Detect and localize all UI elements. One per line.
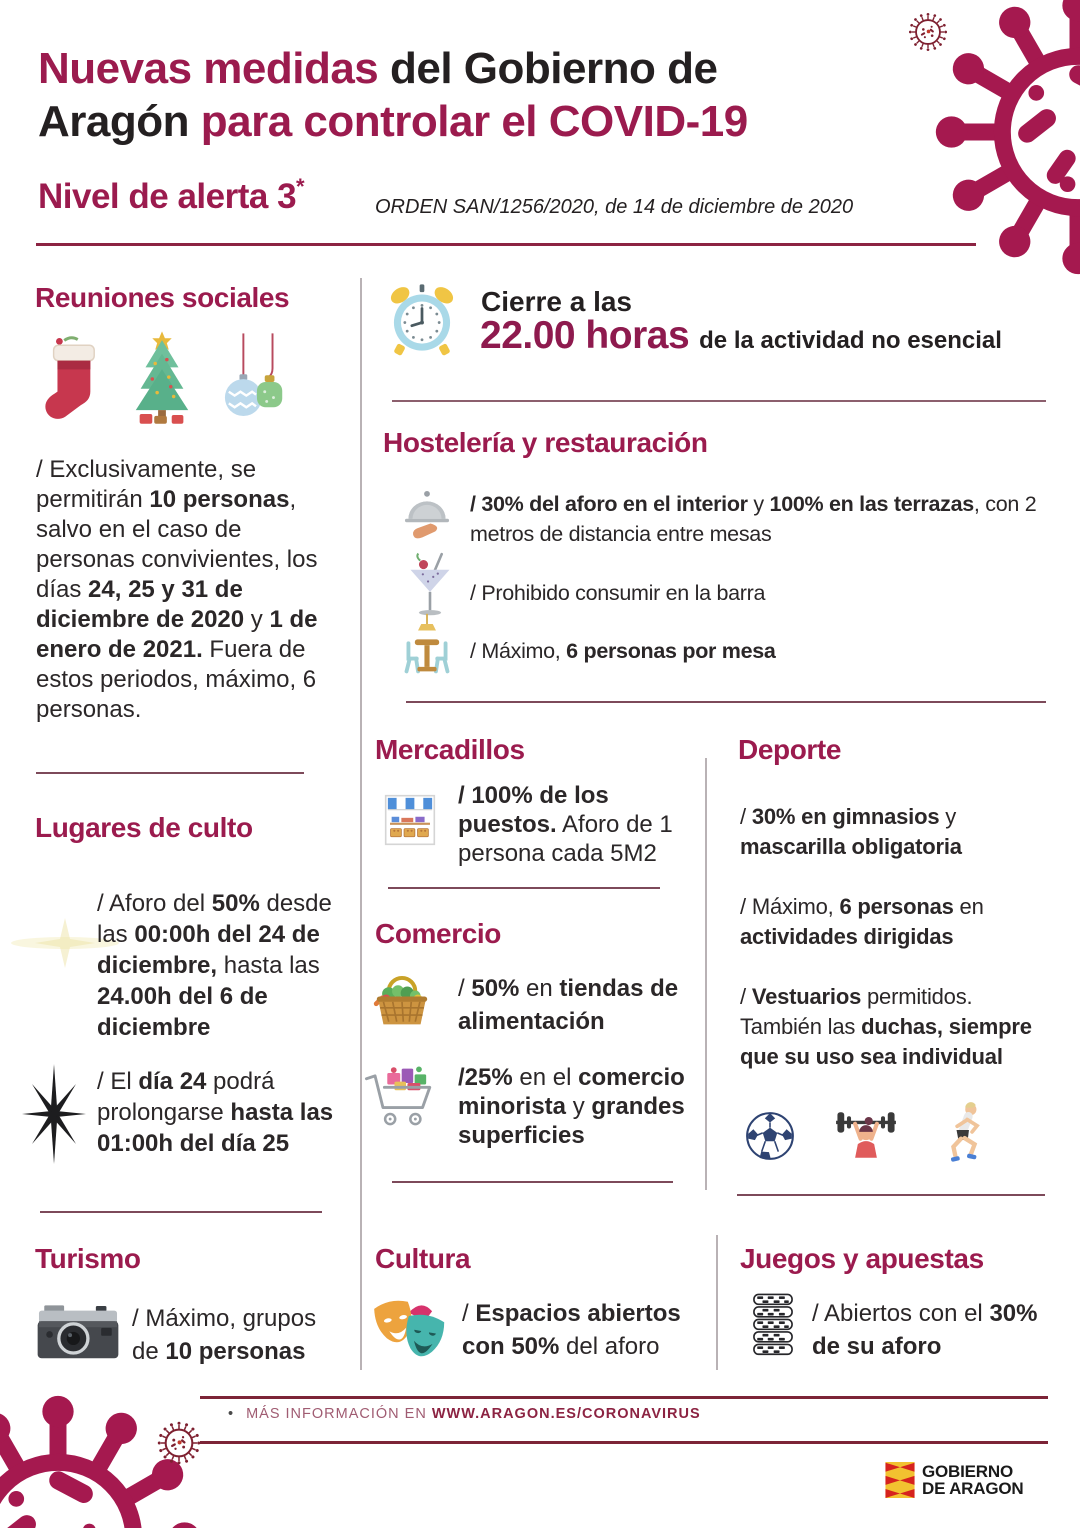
stocking-icon: [42, 333, 100, 431]
christmas-tree-icon: [128, 328, 196, 431]
small-virus-icon-bottom: [150, 1414, 208, 1472]
alert-level: Nivel de alerta 3*: [38, 174, 305, 216]
lugares-item-1: / Aforo del 50% desde las 00:00h del 24 de diciembre, hasta las 24.00h del 6 de diciembre: [97, 890, 332, 1041]
mercadillos-text: / 100% de los puestos. Aforo de 1 persona cada 5M2: [458, 782, 673, 867]
juegos-text: / Abiertos con el 30% de su aforo: [812, 1300, 1038, 1360]
header-divider: [36, 243, 976, 246]
closure-suffix: de la actividad no esencial: [699, 327, 1002, 354]
logo-line-2: DE ARAGON: [922, 1479, 1024, 1498]
vertical-divider-bottom: [716, 1235, 718, 1370]
deporte-item-1: / 30% en gimnasios y mascarilla obligatoria: [740, 804, 962, 859]
logo-text: [922, 1463, 1023, 1497]
section-title-deporte: Deporte: [738, 734, 841, 765]
closure-time: 22.00 horas: [480, 314, 690, 357]
comercio-item-1: / 50% en tiendas de alimentación: [458, 975, 679, 1035]
footer-info-prefix: MÁS INFORMACIÓN EN: [246, 1406, 432, 1422]
page-title: [38, 42, 748, 148]
divider: [388, 887, 660, 889]
comercio-item-2: /25% en el comercio minorista y grandes superficies: [458, 1064, 685, 1149]
hosteleria-item-2: / Prohibido consumir en la barra: [470, 581, 766, 605]
footer-url-link[interactable]: WWW.ARAGON.ES/CORONAVIRUS: [431, 1406, 701, 1422]
section-title-reuniones: Reuniones sociales: [35, 282, 290, 313]
order-reference: ORDEN SAN/1256/2020, de 14 de diciembre de 2020: [375, 196, 854, 218]
divider: [737, 1194, 1045, 1196]
turismo-text: / Máximo, grupos de 10 personas: [132, 1305, 317, 1365]
bullet: •: [228, 1406, 235, 1422]
food-basket-icon: [368, 966, 436, 1029]
deporte-item-3: / Vestuarios permitidos. También las duchas, siempre que su uso sea individual: [740, 984, 1032, 1069]
divider: [36, 772, 304, 774]
gobierno-aragon-logo: [884, 1462, 1023, 1498]
runner-icon: [936, 1100, 992, 1170]
deporte-item-2: / Máximo, 6 personas en actividades dirigidas: [740, 894, 984, 949]
table-chairs-icon: [395, 610, 459, 688]
footer-info: [228, 1406, 701, 1422]
reuniones-text: / Exclusivamente, se permitirán 10 personas, salvo en el caso de personas convivientes, los días 24, 25 y 31 de diciembre de 2020 y 1 de enero de 2021. Fuera de estos periodos, máximo, 6 personas.: [36, 456, 318, 723]
footer-divider-bottom: [200, 1441, 1048, 1444]
section-title-turismo: Turismo: [35, 1243, 141, 1274]
aragon-emblem-icon: [884, 1462, 916, 1498]
poker-chips-icon: [750, 1292, 796, 1360]
vertical-divider-left: [360, 278, 362, 1370]
alert-asterisk: *: [296, 174, 305, 199]
cultura-text: / Espacios abiertos con 50% del aforo: [462, 1300, 681, 1360]
divider: [406, 701, 1046, 703]
section-title-mercadillos: Mercadillos: [375, 734, 525, 765]
divider: [40, 1211, 322, 1213]
section-title-lugares: Lugares de culto: [35, 812, 253, 843]
hosteleria-item-1: / 30% del aforo en el interior y 100% en las terrazas, con 2 metros de distancia entre mesas: [470, 492, 1037, 546]
alarm-clock-icon: [383, 282, 461, 360]
logo-line-1: GOBIERNO: [922, 1462, 1013, 1481]
weightlifter-icon: [832, 1102, 900, 1170]
section-title-hosteleria: Hostelería y restauración: [383, 427, 708, 458]
section-title-cultura: Cultura: [375, 1243, 471, 1274]
title-line-2: Aragón para controlar el COVID-19: [38, 97, 748, 146]
shopping-cart-icon: [362, 1060, 450, 1132]
closure-intro: Cierre a las: [481, 286, 632, 317]
footer-divider-top: [200, 1396, 1048, 1399]
market-stall-icon: [383, 792, 437, 848]
section-title-juegos: Juegos y apuestas: [740, 1243, 984, 1274]
cloche-icon: [398, 483, 456, 543]
divider: [392, 1181, 673, 1183]
soccer-ball-icon: [744, 1110, 796, 1162]
hosteleria-item-3: / Máximo, 6 personas por mesa: [470, 639, 776, 663]
divider: [392, 400, 1046, 402]
theater-masks-icon: [368, 1290, 454, 1370]
big-virus-icon: [928, 0, 1080, 282]
lugares-item-2: / El día 24 podrá prolongarse hasta las 01:00h del día 25: [97, 1068, 334, 1157]
section-title-comercio: Comercio: [375, 918, 501, 949]
camera-icon: [35, 1300, 121, 1363]
closure-line: [480, 314, 1002, 358]
title-line-1: Nuevas medidas del Gobierno de: [38, 44, 718, 93]
star-icon: [18, 1062, 90, 1166]
ornaments-icon: [222, 333, 290, 431]
